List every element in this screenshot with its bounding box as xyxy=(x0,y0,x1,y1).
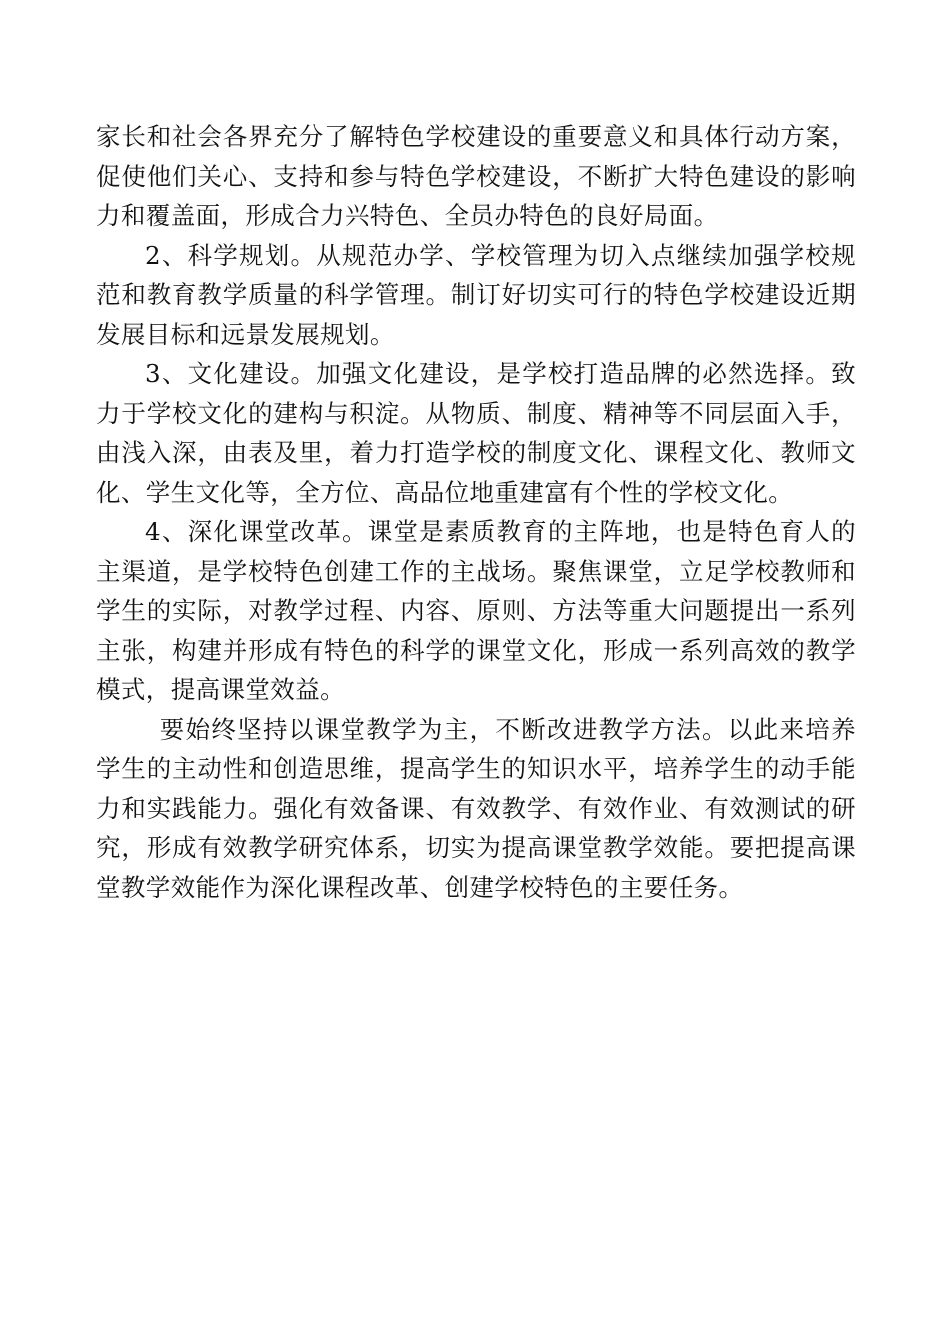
paragraph-classroom-reform: 4、深化课堂改革。课堂是素质教育的主阵地，也是特色育人的主渠道，是学校特色创建工作的主战场。聚焦课堂，立足学校教师和学生的实际，对教学过程、内容、原则、方法等重大问题提出一系列主张，构建并形成有特色的科学的课堂文化，形成一系列高效的教学模式，提高课堂效益。 xyxy=(96,517,856,704)
document-body xyxy=(96,117,856,907)
paragraph-teaching-efficiency: 要始终坚持以课堂教学为主，不断改进教学方法。以此来培养学生的主动性和创造思维，提高学生的知识水平，培养学生的动手能力和实践能力。强化有效备课、有效教学、有效作业、有效测试的研究，形成有效教学研究体系，切实为提高课堂教学效能。要把提高课堂教学效能作为深化课程改革、创建学校特色的主要任务。 xyxy=(96,714,856,902)
paragraph-culture-building: 3、文化建设。加强文化建设，是学校打造品牌的必然选择。致力于学校文化的建构与积淀。从物质、制度、精神等不同层面入手，由浅入深，由表及里，着力打造学校的制度文化、课程文化、教师文化、学生文化等，全方位、高品位地重建富有个性的学校文化。 xyxy=(96,359,856,507)
paragraph-continuation: 家长和社会各界充分了解特色学校建设的重要意义和具体行动方案，促使他们关心、支持和参与特色学校建设，不断扩大特色建设的影响力和覆盖面，形成合力兴特色、全员办特色的良好局面。 xyxy=(96,122,856,230)
paragraph-science-planning: 2、科学规划。从规范办学、学校管理为切入点继续加强学校规范和教育教学质量的科学管理。制订好切实可行的特色学校建设近期发展目标和远景发展规划。 xyxy=(96,240,856,349)
